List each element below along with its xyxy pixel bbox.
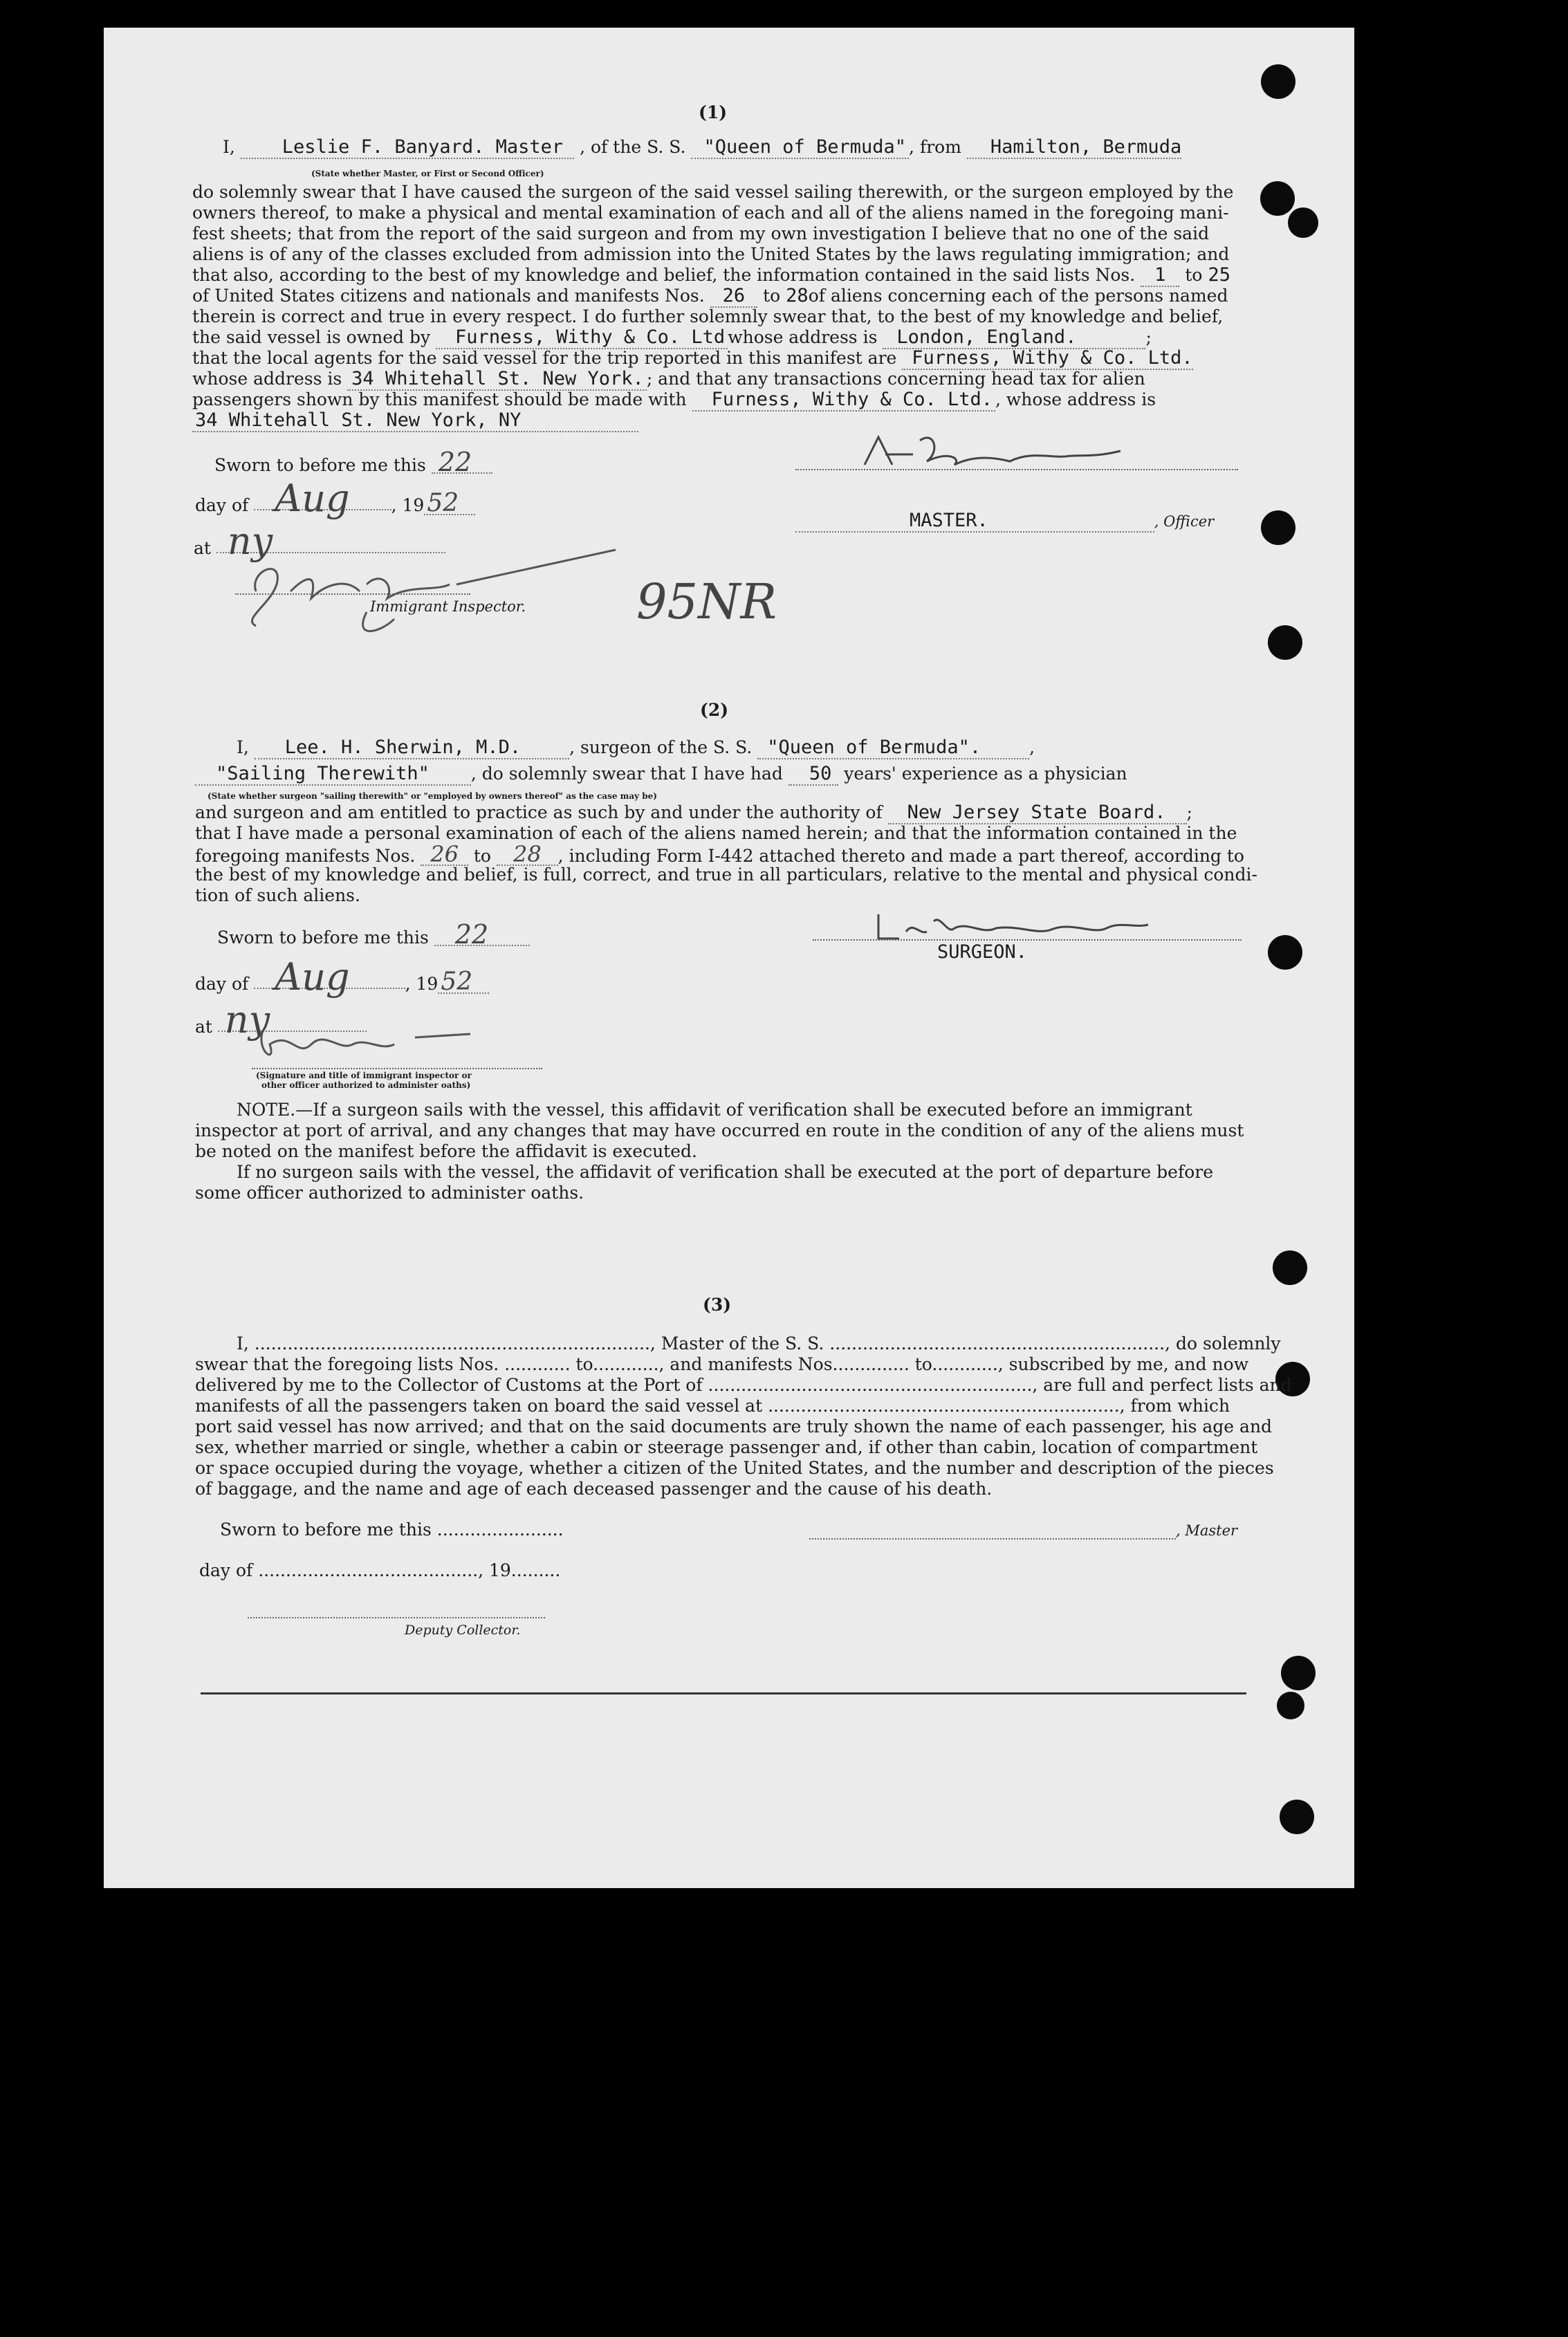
sworn-month: Aug <box>254 488 391 510</box>
head-tax-agent: Furness, Withy & Co. Ltd. <box>692 389 995 412</box>
body-text: ; and that any transactions concerning head tax for alien <box>646 369 1145 389</box>
ship-name: "Queen of Bermuda". <box>757 737 1029 759</box>
master-signature <box>858 423 1134 479</box>
inspector-label: Immigrant Inspector. <box>370 598 526 615</box>
agents-address: 34 Whitehall St. New York. <box>347 369 647 391</box>
label-to: to <box>763 286 781 306</box>
section-number: (2) <box>700 700 729 720</box>
sworn-place: ny <box>216 531 445 553</box>
master-title: MASTER. <box>795 510 1154 533</box>
sworn-label: Sworn to before me this <box>214 455 426 475</box>
label-from: , from <box>909 137 961 157</box>
sworn-year: 52 <box>438 972 489 994</box>
section-number: (3) <box>703 1295 732 1315</box>
day-of-line <box>195 477 475 520</box>
annotation-95nr: 95NR <box>636 573 777 630</box>
body-text: , whose address is <box>995 389 1156 409</box>
punch-hole <box>1261 64 1295 99</box>
body-text: and surgeon and am entitled to practice as such by and under the authority of <box>195 802 883 822</box>
sailing-status: "Sailing Therewith" <box>195 764 471 786</box>
body-line <box>192 286 1228 308</box>
punch-hole <box>1288 207 1318 238</box>
owner-name: Furness, Withy & Co. Ltd <box>436 327 728 349</box>
at-label: at <box>195 1017 212 1037</box>
head-tax-address: 34 Whitehall St. New York, NY <box>192 410 638 432</box>
body-text: years' experience as a physician <box>844 764 1127 784</box>
body-line: delivered by me to the Collector of Customs at the Port of ..........................................................., are full and perfect lists and <box>195 1375 1292 1395</box>
inspector-signature <box>249 1017 609 1072</box>
body-line: sex, whether married or single, whether a cabin or steerage passenger and, if other than cabin, location of compartment <box>195 1437 1258 1457</box>
manifests-to: 28 <box>786 285 809 306</box>
sworn-line <box>217 919 530 950</box>
sworn-place: ny <box>218 1010 367 1032</box>
body-text: of aliens concerning each of the persons named <box>808 286 1228 306</box>
punch-hole <box>1268 625 1302 660</box>
master-label: , Master <box>1176 1522 1238 1539</box>
note-line: be noted on the manifest before the affidavit is executed. <box>195 1141 697 1161</box>
body-line: port said vessel has now arrived; and that on the said documents are truly shown the name of each passenger, his age and <box>195 1416 1273 1437</box>
label-i: I, <box>237 737 249 757</box>
body-line: owners thereof, to make a physical and mental examination of each and all of the aliens named in the foregoing mani- <box>192 203 1229 223</box>
year-prefix: , 19 <box>405 974 439 994</box>
body-line: swear that the foregoing lists Nos. ............ to............, and manifests Nos.............. to............, subscribed by me, and now <box>195 1354 1249 1374</box>
body-text: of United States citizens and nationals and manifests Nos. <box>192 286 705 306</box>
local-agents: Furness, Withy & Co. Ltd. <box>902 348 1192 370</box>
signature-note: other officer authorized to administer oaths) <box>261 1080 471 1090</box>
years-experience: 50 <box>788 764 839 786</box>
sworn-day: 22 <box>434 924 530 946</box>
punch-hole <box>1280 1800 1314 1834</box>
body-line <box>195 764 1127 786</box>
officer-label: , Officer <box>1154 513 1215 530</box>
master-line <box>223 137 1181 159</box>
body-line <box>192 369 1145 391</box>
body-line: or space occupied during the voyage, whether a citizen of the United States, and the number and description of the pieces <box>195 1458 1274 1478</box>
master-signature-line <box>795 469 1238 470</box>
day-of-line: day of ........................................, 19......... <box>199 1560 561 1580</box>
master-name: Leslie F. Banyard. Master <box>241 137 574 159</box>
punch-hole <box>1277 1692 1304 1719</box>
note-line: some officer authorized to administer oaths. <box>195 1183 584 1203</box>
note-label: NOTE. <box>237 1100 296 1120</box>
manifests-to: 28 <box>497 844 558 866</box>
body-text: that also, according to the best of my knowledge and belief, the information contained in the said lists Nos. <box>192 265 1136 285</box>
body-line: I, ........................................................................, Master of the S. S. ............................................................., do solemnly <box>237 1333 1281 1354</box>
body-text: , do solemnly swear that I have had <box>470 764 783 784</box>
owner-address: London, England. <box>883 327 1145 349</box>
inspector-signature-line <box>235 593 470 595</box>
day-of-line <box>195 955 489 999</box>
lists-to: 25 <box>1208 264 1230 286</box>
signature-note: (Signature and title of immigrant inspector or <box>256 1071 472 1080</box>
surgeon-line: I, Lee. H. Sherwin, M.D. , surgeon of the S. S. "Queen of Bermuda". , <box>237 737 1035 758</box>
body-line: manifests of all the passengers taken on board the said vessel at ................................................................, from which <box>195 1396 1230 1416</box>
surgeon-title: SURGEON. <box>937 941 1028 963</box>
sworn-line <box>214 447 492 477</box>
body-text: that the local agents for the said vessel for the trip reported in this manifest are <box>192 348 897 368</box>
note-line: If no surgeon sails with the vessel, the affidavit of verification shall be executed at the port of departure before <box>237 1162 1213 1182</box>
manifests-from: 26 <box>421 844 468 866</box>
note-line <box>237 1100 1192 1120</box>
punch-hole <box>1281 1656 1316 1690</box>
body-text: , surgeon of the S. S. <box>569 737 753 757</box>
inspector-signature-line <box>252 1068 542 1069</box>
deputy-label: Deputy Collector. <box>405 1623 521 1638</box>
state-note: (State whether Master, or First or Second Officer) <box>311 169 544 178</box>
inspector-signature <box>228 543 643 647</box>
body-text: foregoing manifests Nos. <box>195 846 416 866</box>
at-label: at <box>194 538 211 558</box>
body-text: , including Form I-442 attached thereto and made a part thereof, according to <box>557 846 1244 866</box>
label-to: to <box>473 846 491 866</box>
year-prefix: , 19 <box>391 495 425 515</box>
body-line: of baggage, and the name and age of each deceased passenger and the cause of his death. <box>195 1479 993 1499</box>
punch-hole <box>1260 181 1295 216</box>
body-line: the best of my knowledge and belief, is full, correct, and true in all particulars, relative to the mental and physical condi- <box>195 865 1257 885</box>
punch-hole <box>1268 935 1302 970</box>
body-line: and surgeon and am entitled to practice as such by and under the authority of New Jersey State Board. ; <box>195 802 1192 823</box>
surgeon-name: Lee. H. Sherwin, M.D. <box>255 737 569 759</box>
lists-from: 1 <box>1141 265 1179 287</box>
ship-name: "Queen of Bermuda" <box>691 137 909 159</box>
section-number: (1) <box>699 102 728 122</box>
manifests-from: 26 <box>710 286 758 308</box>
label-of-ss: , of the S. S. <box>580 137 686 157</box>
label-i: I, <box>223 137 235 157</box>
body-line: the said vessel is owned by Furness, Withy & Co. Ltd whose address is London, England. ; <box>192 326 1152 348</box>
body-text: passengers shown by this manifest should be made with <box>192 389 687 409</box>
body-line: tion of such aliens. <box>195 885 360 905</box>
note-line: inspector at port of arrival, and any changes that may have occurred en route in the condition of any of the aliens must <box>195 1120 1244 1140</box>
body-line: do solemnly swear that I have caused the surgeon of the said vessel sailing therewith, or the surgeon employed by the <box>192 182 1234 202</box>
body-line: that I have made a personal examination of each of the aliens named herein; and that the information contained in the <box>195 823 1237 843</box>
surgeon-signature-line <box>813 939 1242 941</box>
state-note: (State whether surgeon "sailing therewith" or "employed by owners thereof" as the case may be) <box>207 791 657 801</box>
master-signature-line <box>809 1538 1176 1540</box>
from-place: Hamilton, Bermuda <box>967 137 1181 159</box>
sworn-day: 22 <box>432 452 492 474</box>
day-of-label: day of <box>195 495 249 515</box>
sworn-year: 52 <box>424 493 475 515</box>
body-line: therein is correct and true in every respect. I do further solemnly swear that, to the best of my knowledge and belief, <box>192 306 1224 326</box>
body-line: aliens is of any of the classes excluded from admission into the United States by the laws regulating immigration; and <box>192 244 1230 264</box>
body-line: fest sheets; that from the report of the said surgeon and from my own investigation I believe that no one of the said <box>192 223 1210 243</box>
body-text: whose address is <box>728 327 878 347</box>
deputy-signature-line <box>248 1617 545 1618</box>
authority: New Jersey State Board. <box>888 802 1187 824</box>
body-line <box>192 348 1193 370</box>
day-of-label: day of <box>195 974 249 994</box>
punch-hole <box>1273 1250 1307 1285</box>
label-to: to <box>1185 265 1203 285</box>
body-line <box>192 265 1230 287</box>
sworn-month: Aug <box>254 967 405 989</box>
master-title-line <box>795 510 1214 533</box>
sworn-line: Sworn to before me this ....................... <box>220 1519 564 1540</box>
body-line <box>192 389 1156 412</box>
bottom-rule <box>201 1692 1246 1694</box>
body-text: the said vessel is owned by <box>192 327 431 347</box>
punch-hole <box>1261 510 1295 545</box>
body-text: whose address is <box>192 369 342 389</box>
body-line <box>195 841 1244 867</box>
body-line <box>192 410 638 432</box>
note-text: —If a surgeon sails with the vessel, this affidavit of verification shall be executed before an immigrant <box>295 1100 1192 1120</box>
sworn-label: Sworn to before me this <box>217 927 429 948</box>
